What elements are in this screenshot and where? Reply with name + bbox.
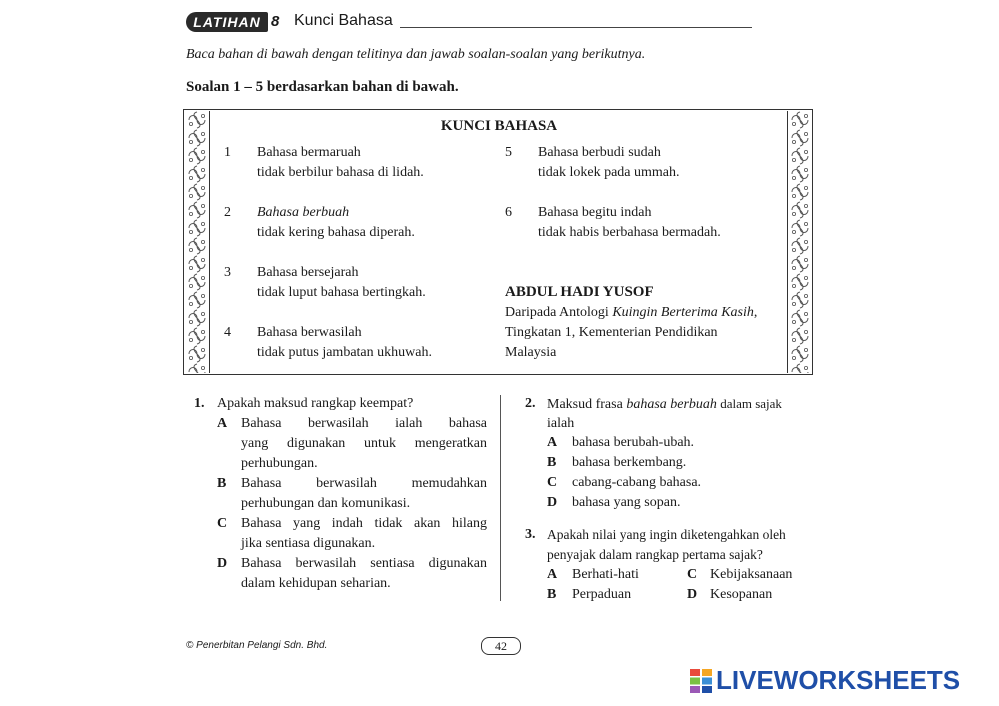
question-text-italic: bahasa berbuah <box>626 397 717 412</box>
option-text[interactable]: Kesopanan <box>710 587 773 602</box>
question-number: 1. <box>194 396 205 411</box>
stanza-line: Bahasa berbudi sudah <box>538 145 661 160</box>
question-text <box>547 394 782 415</box>
source-anthology: Kuingin Berterima Kasih <box>612 305 754 320</box>
option-letter[interactable]: A <box>547 567 558 582</box>
question-number: 2. <box>525 396 536 411</box>
stanza-number: 1 <box>224 145 231 160</box>
stanza-line: Bahasa bermaruah <box>257 145 361 160</box>
latihan-number: 8 <box>271 13 280 30</box>
option-letter[interactable]: A <box>217 416 228 431</box>
liveworksheets-watermark: LIVEWORKSHEETS <box>716 665 961 695</box>
option-letter[interactable]: D <box>547 495 558 510</box>
question-text: Apakah maksud rangkap keempat? <box>217 396 414 411</box>
stanza-line: Bahasa begitu indah <box>538 205 652 220</box>
option-letter[interactable]: D <box>217 556 228 571</box>
poem-source-line: Malaysia <box>505 345 557 360</box>
option-text[interactable]: Bahasa yang indah tidak akan hilang <box>241 516 487 531</box>
stanza-number: 6 <box>505 205 512 220</box>
column-divider <box>500 395 501 601</box>
stanza-number: 5 <box>505 145 512 160</box>
option-letter[interactable]: B <box>547 455 557 470</box>
ornament-border-right <box>787 111 812 373</box>
header-rule <box>400 27 752 28</box>
stanza-line: tidak lokek pada ummah. <box>538 165 680 180</box>
poem-source-line <box>505 303 757 323</box>
stanza-line: tidak luput bahasa bertingkah. <box>257 285 426 300</box>
option-text[interactable]: Bahasa berwasilah ialah bahasa <box>241 416 487 431</box>
latihan-badge: LATIHAN <box>186 12 268 32</box>
option-text[interactable]: bahasa yang sopan. <box>572 495 681 510</box>
poem-title: KUNCI BAHASA <box>440 118 558 134</box>
stanza-number: 3 <box>224 265 231 280</box>
page-title: Kunci Bahasa <box>294 12 393 29</box>
option-text[interactable]: yang digunakan untuk mengeratkan <box>241 436 487 451</box>
instruction-text: Baca bahan di bawah dengan telitinya dan jawab soalan-soalan yang berikutnya. <box>186 47 646 62</box>
option-letter[interactable]: B <box>217 476 227 491</box>
option-letter[interactable]: C <box>687 567 698 582</box>
stanza-line: tidak habis berbahasa bermadah. <box>538 225 721 240</box>
stanza-line: Bahasa bersejarah <box>257 265 359 280</box>
option-letter[interactable]: D <box>687 587 698 602</box>
question-text: Apakah nilai yang ingin diketengahkan oleh <box>547 527 786 542</box>
option-text[interactable]: Perpaduan <box>572 587 632 602</box>
option-text[interactable]: Bahasa berwasilah memudahkan <box>241 476 487 491</box>
source-suffix: , <box>753 305 758 320</box>
question-text-part: Maksud frasa <box>547 397 627 412</box>
ornament-border-left <box>185 111 210 373</box>
stanza-line: tidak putus jambatan ukhuwah. <box>257 345 432 360</box>
publisher-credit: © Penerbitan Pelangi Sdn. Bhd. <box>186 640 328 651</box>
option-text[interactable]: bahasa berubah-ubah. <box>572 435 695 450</box>
liveworksheets-logo-icon <box>690 669 712 693</box>
stanza-line: tidak kering bahasa diperah. <box>257 225 415 240</box>
stanza-number: 4 <box>224 325 231 340</box>
option-letter[interactable]: B <box>547 587 557 602</box>
source-prefix: Daripada Antologi <box>505 305 613 320</box>
option-text[interactable]: Berhati-hati <box>572 567 639 582</box>
stanza-line: Bahasa berwasilah <box>257 325 362 340</box>
option-letter[interactable]: C <box>547 475 558 490</box>
option-text[interactable]: perhubungan dan komunikasi. <box>241 496 411 511</box>
question-number: 3. <box>525 527 536 542</box>
stanza-line: tidak berbilur bahasa di lidah. <box>257 165 424 180</box>
option-text[interactable]: bahasa berkembang. <box>572 455 687 470</box>
question-text: ialah <box>547 416 575 431</box>
question-text: penyajak dalam rangkap pertama sajak? <box>547 547 763 562</box>
option-text[interactable]: dalam kehidupan seharian. <box>241 576 391 591</box>
section-label: Soalan 1 – 5 berdasarkan bahan di bawah. <box>186 79 459 95</box>
page-number: 42 <box>481 637 521 655</box>
option-text[interactable]: cabang-cabang bahasa. <box>572 475 702 490</box>
stanza-number: 2 <box>224 205 231 220</box>
option-text[interactable]: jika sentiasa digunakan. <box>241 536 376 551</box>
question-text-part: dalam sajak <box>716 396 782 411</box>
option-text[interactable]: perhubungan. <box>241 456 318 471</box>
stanza-line: Bahasa berbuah <box>257 205 350 220</box>
poem-author: ABDUL HADI YUSOF <box>505 284 654 300</box>
option-text[interactable]: Bahasa berwasilah sentiasa digunakan <box>241 556 487 571</box>
option-text[interactable]: Kebijaksanaan <box>710 567 793 582</box>
option-letter[interactable]: A <box>547 435 558 450</box>
option-letter[interactable]: C <box>217 516 228 531</box>
poem-source-line: Tingkatan 1, Kementerian Pendidikan <box>505 325 718 340</box>
